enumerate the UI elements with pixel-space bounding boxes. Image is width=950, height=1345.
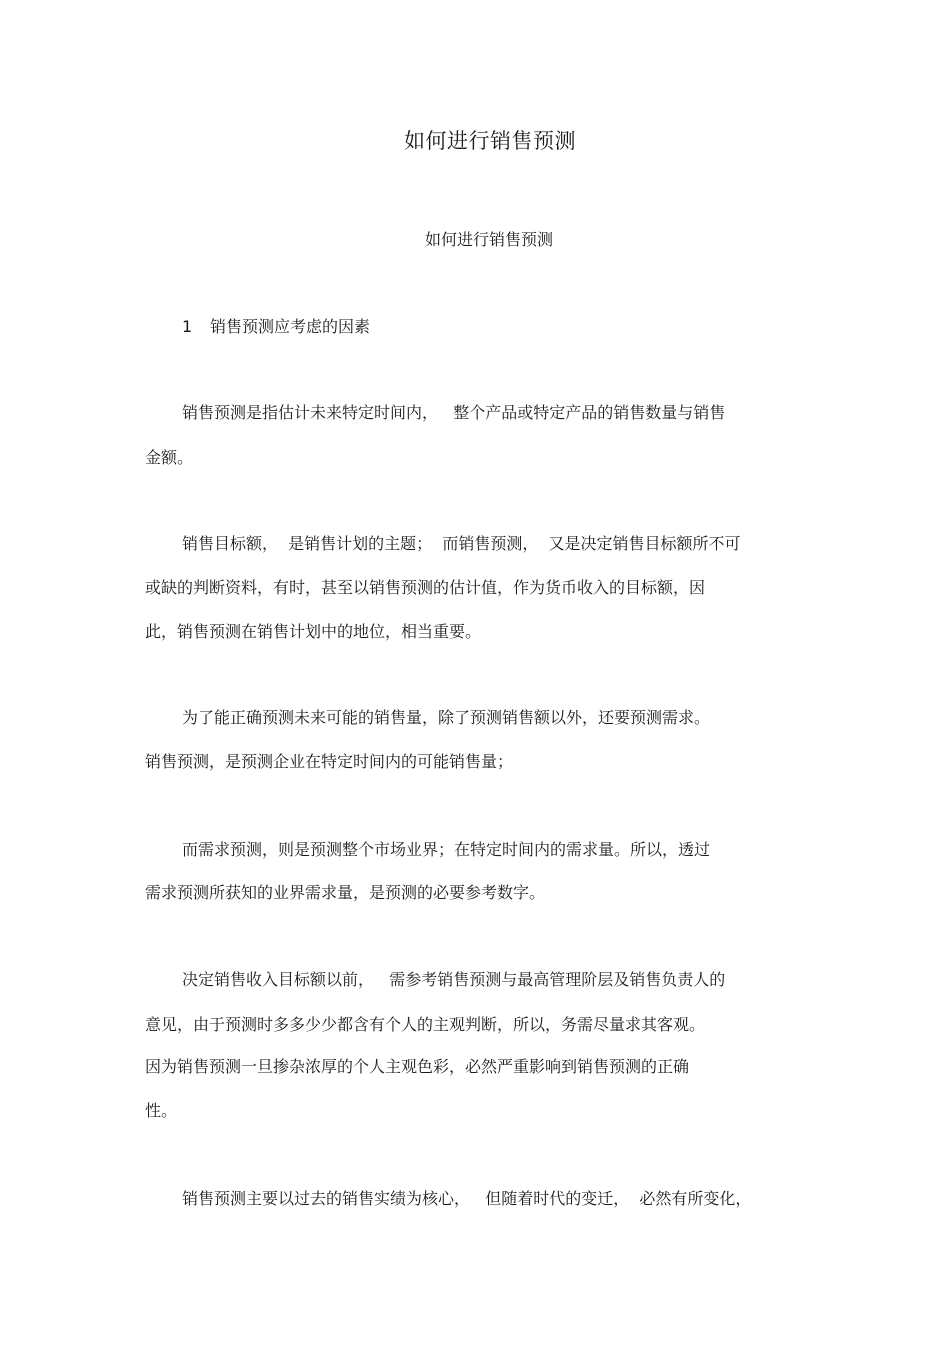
paragraph-line: 性。 [145, 1101, 178, 1120]
paragraph-line: 销售预测，是预测企业在特定时间内的可能销售量； [145, 752, 514, 771]
paragraph-line: 意见，由于预测时多多少少都含有个人的主观判断，所以，务需尽量求其客观。 [145, 1015, 706, 1034]
paragraph-line: 需求预测所获知的业界需求量，是预测的必要参考数字。 [145, 883, 546, 902]
paragraph-line: 而需求预测，则是预测整个市场业界；在特定时间内的需求量。所以，透过 [182, 840, 711, 859]
section-heading [182, 315, 370, 339]
section-heading-text: 销售预测应考虑的因素 [210, 317, 371, 336]
paragraph-line: 销售目标额， 是销售计划的主题； 而销售预测， 又是决定销售目标额所不可 [182, 534, 741, 553]
paragraph-line: 金额。 [145, 448, 194, 467]
paragraph-line: 因为销售预测一旦掺杂浓厚的个人主观色彩，必然严重影响到销售预测的正确 [145, 1057, 690, 1076]
paragraph-line: 决定销售收入目标额以前， 需参考销售预测与最高管理阶层及销售负责人的 [182, 970, 726, 989]
paragraph-line: 为了能正确预测未来可能的销售量，除了预测销售额以外，还要预测需求。 [182, 708, 711, 727]
paragraph-line: 销售预测主要以过去的销售实绩为核心， 但随着时代的变迁， 必然有所变化， [182, 1189, 752, 1208]
paragraph-line: 或缺的判断资料，有时，甚至以销售预测的估计值，作为货币收入的目标额，因 [145, 578, 706, 597]
section-number: 1 [182, 317, 193, 336]
document-title: 如何进行销售预测 [404, 129, 576, 153]
paragraph-line: 销售预测是指估计未来特定时间内， 整个产品或特定产品的销售数量与销售 [182, 403, 726, 422]
document-subtitle: 如何进行销售预测 [424, 230, 553, 249]
paragraph-line: 此，销售预测在销售计划中的地位，相当重要。 [145, 622, 482, 641]
